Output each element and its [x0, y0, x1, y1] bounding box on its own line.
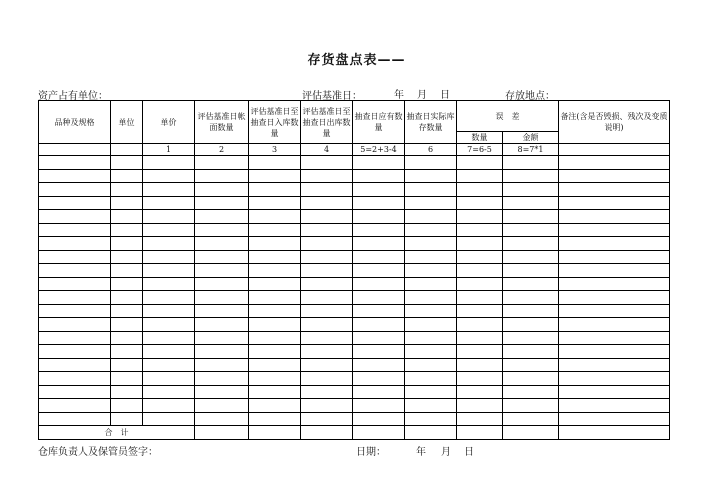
total-cell[interactable] — [503, 426, 559, 440]
entry-cell[interactable] — [143, 358, 195, 372]
entry-cell[interactable] — [195, 169, 249, 183]
entry-cell[interactable] — [249, 345, 301, 359]
entry-cell[interactable] — [457, 237, 503, 251]
entry-cell[interactable] — [503, 318, 559, 332]
entry-cell[interactable] — [559, 385, 670, 399]
entry-cell[interactable] — [503, 237, 559, 251]
entry-cell[interactable] — [405, 385, 457, 399]
entry-cell[interactable] — [405, 318, 457, 332]
base-date-day: 日 — [440, 90, 450, 101]
entry-cell[interactable] — [143, 291, 195, 305]
entry-cell[interactable] — [503, 156, 559, 170]
entry-cell[interactable] — [111, 331, 143, 345]
entry-cell[interactable] — [249, 358, 301, 372]
entry-cell[interactable] — [39, 250, 111, 264]
entry-cell[interactable] — [457, 169, 503, 183]
entry-cell[interactable] — [559, 331, 670, 345]
entry-cell[interactable] — [405, 331, 457, 345]
entry-cell[interactable] — [353, 358, 405, 372]
entry-cell[interactable] — [39, 237, 111, 251]
entry-cell[interactable] — [111, 304, 143, 318]
table-row — [39, 183, 670, 197]
owner-label: 资产占有单位： — [38, 91, 108, 102]
entry-cell[interactable] — [457, 156, 503, 170]
entry-cell[interactable] — [111, 156, 143, 170]
entry-cell[interactable] — [301, 196, 353, 210]
entry-cell[interactable] — [405, 358, 457, 372]
entry-cell[interactable] — [195, 196, 249, 210]
entry-cell[interactable] — [405, 169, 457, 183]
number-cell-empty — [39, 144, 111, 156]
entry-cell[interactable] — [301, 264, 353, 278]
entry-cell[interactable] — [111, 223, 143, 237]
entry-cell[interactable] — [195, 412, 249, 426]
entry-cell[interactable] — [111, 291, 143, 305]
entry-cell[interactable] — [249, 399, 301, 413]
col-number: 4 — [301, 144, 353, 156]
entry-cell[interactable] — [111, 237, 143, 251]
entry-cell[interactable] — [353, 156, 405, 170]
entry-cell[interactable] — [353, 291, 405, 305]
header-actual-qty: 抽查日实际库存数量 — [405, 101, 457, 144]
entry-cell[interactable] — [559, 169, 670, 183]
entry-cell[interactable] — [39, 291, 111, 305]
entry-cell[interactable] — [405, 291, 457, 305]
entry-cell[interactable] — [353, 264, 405, 278]
entry-cell[interactable] — [249, 156, 301, 170]
entry-cell[interactable] — [249, 304, 301, 318]
table-row — [39, 264, 670, 278]
entry-cell[interactable] — [249, 237, 301, 251]
entry-cell[interactable] — [301, 412, 353, 426]
entry-cell[interactable] — [143, 385, 195, 399]
entry-cell[interactable] — [353, 399, 405, 413]
table-row — [39, 304, 670, 318]
header-diff-qty: 数量 — [457, 132, 503, 144]
entry-cell[interactable] — [143, 210, 195, 224]
table-row — [39, 318, 670, 332]
entry-cell[interactable] — [111, 183, 143, 197]
entry-cell[interactable] — [249, 412, 301, 426]
footer-month: 月 — [441, 447, 451, 458]
entry-cell[interactable] — [457, 358, 503, 372]
entry-cell[interactable] — [143, 169, 195, 183]
entry-cell[interactable] — [503, 169, 559, 183]
entry-cell[interactable] — [39, 264, 111, 278]
base-date-year: 年 — [394, 90, 404, 101]
entry-cell[interactable] — [301, 372, 353, 386]
entry-cell[interactable] — [143, 223, 195, 237]
entry-cell[interactable] — [353, 223, 405, 237]
entry-cell[interactable] — [457, 291, 503, 305]
entry-cell[interactable] — [249, 223, 301, 237]
total-cell[interactable] — [405, 426, 457, 440]
entry-cell[interactable] — [457, 304, 503, 318]
entry-cell[interactable] — [143, 183, 195, 197]
entry-cell[interactable] — [39, 196, 111, 210]
header-remark: 备注(含是否毁损、残次及变质说明) — [559, 101, 670, 144]
entry-cell[interactable] — [405, 277, 457, 291]
entry-cell[interactable] — [195, 210, 249, 224]
table-row — [39, 291, 670, 305]
entry-cell[interactable] — [249, 277, 301, 291]
entry-cell[interactable] — [195, 250, 249, 264]
table-row — [39, 331, 670, 345]
table-row — [39, 385, 670, 399]
table-row — [39, 156, 670, 170]
table-row — [39, 358, 670, 372]
entry-cell[interactable] — [301, 291, 353, 305]
entry-cell[interactable] — [143, 331, 195, 345]
header-should-qty: 抽查日应有数量 — [353, 101, 405, 144]
entry-cell[interactable] — [503, 385, 559, 399]
entry-cell[interactable] — [143, 250, 195, 264]
entry-cell[interactable] — [249, 385, 301, 399]
col-number: 5=2+3-4 — [353, 144, 405, 156]
entry-cell[interactable] — [353, 385, 405, 399]
entry-cell[interactable] — [111, 169, 143, 183]
header-unit: 单位 — [111, 101, 143, 144]
entry-cell[interactable] — [353, 304, 405, 318]
entry-cell[interactable] — [249, 331, 301, 345]
entry-cell[interactable] — [143, 237, 195, 251]
footer-date-label: 日期： — [356, 447, 386, 458]
header-book-qty: 评估基准日帐面数量 — [195, 101, 249, 144]
entry-cell[interactable] — [249, 291, 301, 305]
entry-cell[interactable] — [301, 156, 353, 170]
entry-cell[interactable] — [457, 264, 503, 278]
total-cell[interactable] — [559, 426, 670, 440]
entry-cell[interactable] — [301, 385, 353, 399]
entry-cell[interactable] — [503, 399, 559, 413]
header-diff-amt: 金额 — [503, 132, 559, 144]
entry-cell[interactable] — [457, 345, 503, 359]
footer-day: 日 — [464, 447, 474, 458]
entry-cell[interactable] — [249, 169, 301, 183]
entry-cell[interactable] — [353, 210, 405, 224]
entry-cell[interactable] — [249, 210, 301, 224]
entry-cell[interactable] — [39, 412, 111, 426]
form-title: 存货盘点表—— — [307, 53, 406, 68]
entry-cell[interactable] — [111, 264, 143, 278]
entry-cell[interactable] — [457, 331, 503, 345]
entry-cell[interactable] — [405, 210, 457, 224]
entry-cell[interactable] — [405, 304, 457, 318]
entry-cell[interactable] — [503, 264, 559, 278]
entry-cell[interactable] — [143, 277, 195, 291]
entry-cell[interactable] — [301, 169, 353, 183]
entry-cell[interactable] — [405, 250, 457, 264]
entry-cell[interactable] — [195, 264, 249, 278]
entry-cell[interactable] — [39, 358, 111, 372]
entry-cell[interactable] — [405, 156, 457, 170]
entry-cell[interactable] — [195, 345, 249, 359]
entry-cell[interactable] — [559, 196, 670, 210]
entry-cell[interactable] — [301, 250, 353, 264]
entry-cell[interactable] — [195, 304, 249, 318]
entry-cell[interactable] — [111, 277, 143, 291]
entry-cell[interactable] — [143, 412, 195, 426]
entry-cell[interactable] — [353, 169, 405, 183]
entry-cell[interactable] — [39, 318, 111, 332]
entry-cell[interactable] — [195, 237, 249, 251]
total-cell[interactable] — [457, 426, 503, 440]
entry-cell[interactable] — [195, 291, 249, 305]
entry-cell[interactable] — [503, 345, 559, 359]
entry-cell[interactable] — [457, 250, 503, 264]
entry-cell[interactable] — [143, 264, 195, 278]
entry-cell[interactable] — [353, 277, 405, 291]
entry-cell[interactable] — [249, 196, 301, 210]
table-row — [39, 399, 670, 413]
entry-cell[interactable] — [457, 196, 503, 210]
entry-cell[interactable] — [111, 399, 143, 413]
total-cell[interactable] — [195, 426, 249, 440]
entry-cell[interactable] — [111, 345, 143, 359]
entry-cell[interactable] — [143, 399, 195, 413]
entry-cell[interactable] — [195, 358, 249, 372]
entry-cell[interactable] — [143, 372, 195, 386]
entry-cell[interactable] — [301, 331, 353, 345]
entry-cell[interactable] — [457, 412, 503, 426]
entry-cell[interactable] — [405, 264, 457, 278]
entry-cell[interactable] — [559, 237, 670, 251]
entry-cell[interactable] — [195, 385, 249, 399]
header-price: 单价 — [143, 101, 195, 144]
entry-cell[interactable] — [301, 210, 353, 224]
entry-cell[interactable] — [405, 399, 457, 413]
number-cell-empty — [111, 144, 143, 156]
location-label: 存放地点： — [505, 91, 555, 102]
entry-cell[interactable] — [405, 345, 457, 359]
entry-cell[interactable] — [249, 318, 301, 332]
entry-cell[interactable] — [39, 304, 111, 318]
entry-cell[interactable] — [405, 223, 457, 237]
header-out-qty: 评估基准日至抽查日出库数量 — [301, 101, 353, 144]
entry-cell[interactable] — [559, 304, 670, 318]
table-row — [39, 250, 670, 264]
entry-cell[interactable] — [503, 304, 559, 318]
entry-cell[interactable] — [353, 183, 405, 197]
entry-cell[interactable] — [195, 223, 249, 237]
entry-cell[interactable] — [111, 250, 143, 264]
entry-cell[interactable] — [39, 372, 111, 386]
col-number: 6 — [405, 144, 457, 156]
signer-label: 仓库负责人及保管员签字： — [38, 447, 158, 458]
entry-cell[interactable] — [249, 264, 301, 278]
entry-cell[interactable] — [457, 223, 503, 237]
entry-cell[interactable] — [353, 318, 405, 332]
entry-cell[interactable] — [195, 372, 249, 386]
base-date-label: 评估基准日： — [302, 91, 362, 102]
footer-year: 年 — [416, 447, 426, 458]
entry-cell[interactable] — [503, 183, 559, 197]
entry-cell[interactable] — [457, 385, 503, 399]
entry-cell[interactable] — [39, 169, 111, 183]
entry-cell[interactable] — [353, 237, 405, 251]
entry-cell[interactable] — [559, 291, 670, 305]
table-row — [39, 196, 670, 210]
entry-cell[interactable] — [353, 345, 405, 359]
entry-cell[interactable] — [39, 331, 111, 345]
header-diff: 误 差 — [457, 101, 559, 132]
entry-cell[interactable] — [405, 372, 457, 386]
col-number: 1 — [143, 144, 195, 156]
table-row — [39, 345, 670, 359]
table-row — [39, 223, 670, 237]
entry-cell[interactable] — [111, 196, 143, 210]
entry-cell[interactable] — [39, 156, 111, 170]
entry-cell[interactable] — [457, 399, 503, 413]
entry-cell[interactable] — [457, 183, 503, 197]
entry-cell[interactable] — [111, 412, 143, 426]
entry-cell[interactable] — [457, 210, 503, 224]
entry-cell[interactable] — [559, 372, 670, 386]
entry-cell[interactable] — [405, 237, 457, 251]
entry-cell[interactable] — [503, 331, 559, 345]
entry-cell[interactable] — [249, 250, 301, 264]
entry-cell[interactable] — [559, 223, 670, 237]
entry-cell[interactable] — [457, 372, 503, 386]
entry-cell[interactable] — [353, 196, 405, 210]
table-row — [39, 210, 670, 224]
entry-cell[interactable] — [301, 223, 353, 237]
entry-cell[interactable] — [301, 358, 353, 372]
table-row — [39, 412, 670, 426]
entry-cell[interactable] — [301, 345, 353, 359]
entry-cell[interactable] — [195, 183, 249, 197]
table-row — [39, 237, 670, 251]
header-in-qty: 评估基准日至抽查日入库数量 — [249, 101, 301, 144]
total-cell[interactable] — [249, 426, 301, 440]
entry-cell[interactable] — [195, 318, 249, 332]
entry-cell[interactable] — [143, 345, 195, 359]
entry-cell[interactable] — [301, 399, 353, 413]
total-label: 合 计 — [39, 426, 195, 440]
entry-cell[interactable] — [503, 277, 559, 291]
total-cell[interactable] — [301, 426, 353, 440]
entry-cell[interactable] — [301, 183, 353, 197]
entry-cell[interactable] — [249, 372, 301, 386]
header-item: 品种及规格 — [39, 101, 111, 144]
entry-cell[interactable] — [195, 156, 249, 170]
entry-cell[interactable] — [111, 372, 143, 386]
entry-cell[interactable] — [39, 399, 111, 413]
entry-cell[interactable] — [143, 156, 195, 170]
entry-cell[interactable] — [503, 196, 559, 210]
number-cell-empty — [559, 144, 670, 156]
entry-cell[interactable] — [249, 183, 301, 197]
entry-cell[interactable] — [559, 264, 670, 278]
entry-cell[interactable] — [39, 385, 111, 399]
entry-cell[interactable] — [111, 210, 143, 224]
entry-cell[interactable] — [503, 372, 559, 386]
entry-cell[interactable] — [143, 304, 195, 318]
table-row — [39, 372, 670, 386]
entry-cell[interactable] — [195, 331, 249, 345]
entry-cell[interactable] — [353, 372, 405, 386]
entry-cell[interactable] — [559, 183, 670, 197]
total-cell[interactable] — [353, 426, 405, 440]
table-row — [39, 169, 670, 183]
entry-cell[interactable] — [143, 318, 195, 332]
entry-cell[interactable] — [353, 250, 405, 264]
entry-cell[interactable] — [39, 277, 111, 291]
entry-cell[interactable] — [111, 385, 143, 399]
entry-cell[interactable] — [353, 412, 405, 426]
entry-cell[interactable] — [503, 223, 559, 237]
entry-cell[interactable] — [301, 318, 353, 332]
entry-cell[interactable] — [143, 196, 195, 210]
entry-cell[interactable] — [405, 412, 457, 426]
entry-cell[interactable] — [503, 250, 559, 264]
base-date-month: 月 — [417, 90, 427, 101]
inventory-table — [38, 100, 670, 440]
entry-cell[interactable] — [39, 183, 111, 197]
entry-cell[interactable] — [195, 277, 249, 291]
entry-cell[interactable] — [405, 196, 457, 210]
entry-cell[interactable] — [457, 318, 503, 332]
entry-cell[interactable] — [301, 304, 353, 318]
entry-cell[interactable] — [301, 277, 353, 291]
entry-cell[interactable] — [353, 331, 405, 345]
entry-cell[interactable] — [405, 183, 457, 197]
entry-cell[interactable] — [559, 345, 670, 359]
col-number: 8=7*1 — [503, 144, 559, 156]
entry-cell[interactable] — [559, 156, 670, 170]
entry-cell[interactable] — [559, 250, 670, 264]
entry-cell[interactable] — [457, 277, 503, 291]
col-number: 2 — [195, 144, 249, 156]
entry-cell[interactable] — [559, 412, 670, 426]
col-number: 7=6-5 — [457, 144, 503, 156]
entry-cell[interactable] — [39, 210, 111, 224]
entry-cell[interactable] — [111, 358, 143, 372]
entry-cell[interactable] — [503, 291, 559, 305]
entry-cell[interactable] — [559, 358, 670, 372]
entry-cell[interactable] — [559, 210, 670, 224]
entry-cell[interactable] — [559, 399, 670, 413]
entry-cell[interactable] — [503, 210, 559, 224]
table-row — [39, 277, 670, 291]
entry-cell[interactable] — [503, 412, 559, 426]
entry-cell[interactable] — [559, 277, 670, 291]
col-number: 3 — [249, 144, 301, 156]
entry-cell[interactable] — [39, 223, 111, 237]
entry-cell[interactable] — [301, 237, 353, 251]
entry-cell[interactable] — [195, 399, 249, 413]
entry-cell[interactable] — [39, 345, 111, 359]
entry-cell[interactable] — [111, 318, 143, 332]
entry-cell[interactable] — [503, 358, 559, 372]
entry-cell[interactable] — [559, 318, 670, 332]
